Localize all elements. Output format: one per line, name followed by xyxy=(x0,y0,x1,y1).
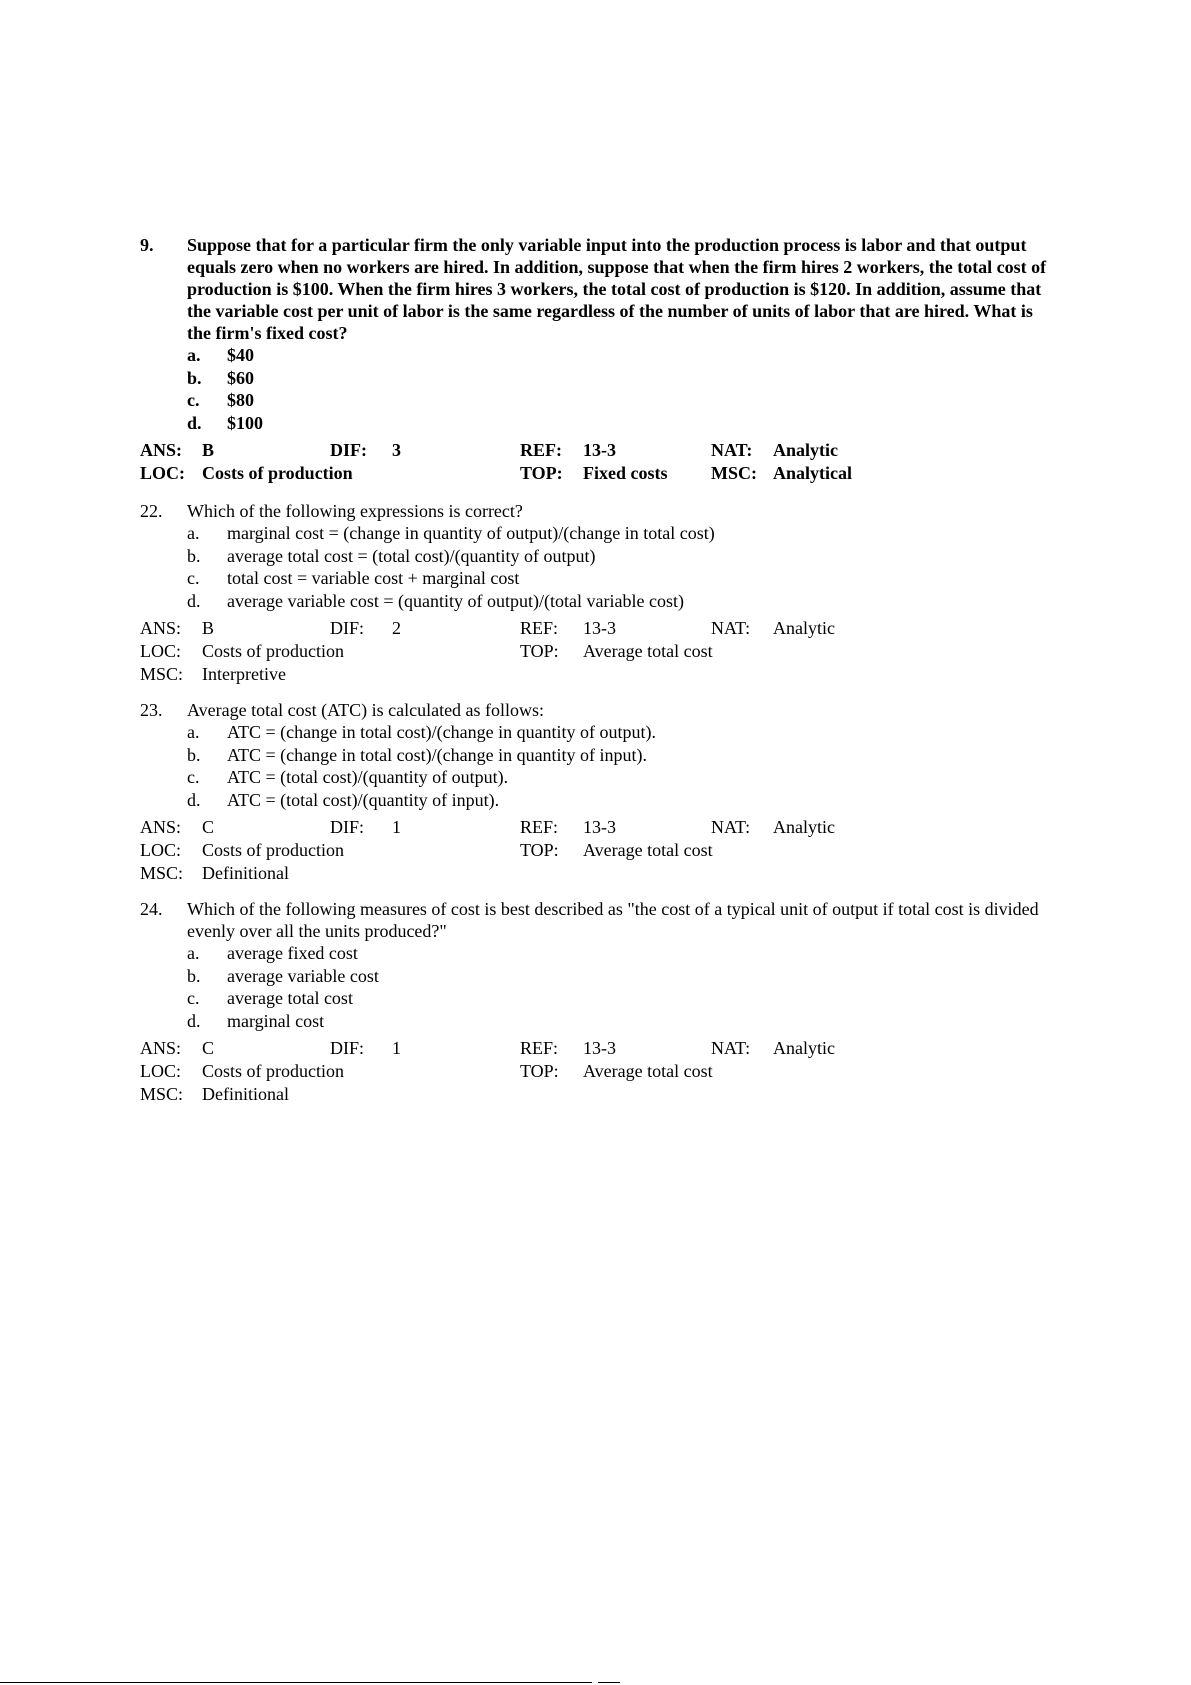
choice-b xyxy=(187,367,1060,390)
loc-value: Costs of production xyxy=(202,463,353,483)
choice-text: average total cost = (total cost)/(quantity of output) xyxy=(227,545,596,566)
choice-c xyxy=(187,567,1060,590)
choice-c xyxy=(187,987,1060,1010)
choice-letter: d. xyxy=(187,1010,201,1031)
question-22 xyxy=(140,500,1060,686)
nat-value: Analytic xyxy=(773,817,835,837)
choice-c xyxy=(187,389,1060,412)
choice-d xyxy=(187,590,1060,613)
top-value: Average total cost xyxy=(583,840,713,860)
choice-b xyxy=(187,545,1060,568)
choice-text: marginal cost xyxy=(227,1010,325,1031)
top-value: Average total cost xyxy=(583,641,713,661)
choice-letter: a. xyxy=(187,523,200,543)
ref-value: 13-3 xyxy=(583,817,616,837)
meta-row xyxy=(140,1083,1060,1106)
choice-letter: a. xyxy=(187,943,200,963)
choice-text: ATC = (total cost)/(quantity of output). xyxy=(227,767,509,787)
dif-label: DIF: xyxy=(330,1038,365,1058)
question-metadata xyxy=(140,1037,1060,1106)
answer-choices xyxy=(187,721,1060,811)
meta-row xyxy=(140,462,1060,485)
ans-value: B xyxy=(202,440,215,460)
choice-text: $40 xyxy=(227,345,254,365)
ref-label: REF: xyxy=(520,817,559,837)
msc-value: Interpretive xyxy=(202,664,286,684)
dif-value: 1 xyxy=(392,817,401,837)
dif-label: DIF: xyxy=(330,440,367,460)
choice-letter: d. xyxy=(187,789,201,810)
ref-label: REF: xyxy=(520,1038,559,1058)
meta-row xyxy=(140,1037,1060,1060)
choice-letter: c. xyxy=(187,568,200,588)
dif-label: DIF: xyxy=(330,817,365,837)
choice-letter: c. xyxy=(187,988,200,1008)
choice-text: average fixed cost xyxy=(227,943,358,963)
question-23 xyxy=(140,699,1060,885)
answer-choices xyxy=(187,942,1060,1032)
ans-value: C xyxy=(202,817,215,837)
msc-value: Definitional xyxy=(202,863,289,883)
nat-label: NAT: xyxy=(711,817,751,837)
nat-value: Analytic xyxy=(773,1038,835,1058)
question-text: Which of the following expressions is correct? xyxy=(187,501,523,521)
choice-a xyxy=(187,721,1060,744)
meta-row xyxy=(140,839,1060,862)
choice-letter: b. xyxy=(187,965,201,986)
question-metadata xyxy=(140,816,1060,885)
meta-row xyxy=(140,640,1060,663)
top-label: TOP: xyxy=(520,840,559,860)
top-label: TOP: xyxy=(520,641,559,661)
choice-b xyxy=(187,965,1060,988)
dif-label: DIF: xyxy=(330,618,365,638)
nat-label: NAT: xyxy=(711,1038,751,1058)
question-number: 9. xyxy=(140,235,154,255)
footer-rule xyxy=(0,1682,592,1683)
meta-row xyxy=(140,1060,1060,1083)
meta-row xyxy=(140,816,1060,839)
top-label: TOP: xyxy=(520,463,563,483)
choice-a xyxy=(187,522,1060,545)
ans-label: ANS: xyxy=(140,1038,182,1058)
nat-value: Analytic xyxy=(773,440,838,460)
loc-label: LOC: xyxy=(140,463,185,483)
nat-label: NAT: xyxy=(711,440,753,460)
msc-label: MSC: xyxy=(711,463,757,483)
choice-text: marginal cost = (change in quantity of output)/(change in total cost) xyxy=(227,523,715,543)
choice-d xyxy=(187,1010,1060,1033)
ref-value: 13-3 xyxy=(583,618,616,638)
choice-text: $100 xyxy=(227,412,263,433)
msc-label: MSC: xyxy=(140,863,184,883)
choice-letter: b. xyxy=(187,545,201,566)
nat-label: NAT: xyxy=(711,618,751,638)
ans-value: C xyxy=(202,1038,215,1058)
question-number: 24. xyxy=(140,899,163,919)
dif-value: 1 xyxy=(392,1038,401,1058)
question-metadata xyxy=(140,617,1060,686)
choice-text: ATC = (change in total cost)/(change in quantity of input). xyxy=(227,744,648,765)
choice-d xyxy=(187,789,1060,812)
nat-value: Analytic xyxy=(773,618,835,638)
choice-a xyxy=(187,942,1060,965)
loc-value: Costs of production xyxy=(202,641,344,661)
ans-label: ANS: xyxy=(140,440,183,460)
question-number: 23. xyxy=(140,700,163,720)
meta-row xyxy=(140,617,1060,640)
msc-value: Definitional xyxy=(202,1084,289,1104)
choice-letter: b. xyxy=(187,367,202,388)
msc-value: Analytical xyxy=(773,463,852,483)
choice-letter: c. xyxy=(187,767,200,787)
msc-label: MSC: xyxy=(140,1084,184,1104)
choice-text: ATC = (change in total cost)/(change in quantity of output). xyxy=(227,722,657,742)
choice-b xyxy=(187,744,1060,767)
footer-rule-mark xyxy=(598,1682,620,1683)
ref-value: 13-3 xyxy=(583,440,616,460)
choice-text: average variable cost xyxy=(227,965,379,986)
meta-row xyxy=(140,862,1060,885)
choice-c xyxy=(187,766,1060,789)
meta-row xyxy=(140,439,1060,462)
choice-text: ATC = (total cost)/(quantity of input). xyxy=(227,789,500,810)
ref-value: 13-3 xyxy=(583,1038,616,1058)
dif-value: 2 xyxy=(392,618,401,638)
question-24 xyxy=(140,898,1060,1106)
loc-label: LOC: xyxy=(140,641,182,661)
loc-label: LOC: xyxy=(140,840,182,860)
choice-text: average total cost xyxy=(227,988,353,1008)
top-value: Average total cost xyxy=(583,1061,713,1081)
question-9 xyxy=(140,234,1060,485)
ans-label: ANS: xyxy=(140,817,182,837)
choice-letter: b. xyxy=(187,744,201,765)
top-label: TOP: xyxy=(520,1061,559,1081)
choice-letter: d. xyxy=(187,590,201,611)
choice-text: $60 xyxy=(227,367,254,388)
msc-label: MSC: xyxy=(140,664,184,684)
question-text: Suppose that for a particular firm the only variable input into the production process is labor and that output equals zero when no workers are hired. In addition, suppose that when the firm hires 2 workers, the total cost of production is $100. When the firm hires 3 workers, the total cost of production is $120. In addition, assume that the variable cost per unit of labor is the same regardless of the number of units of labor that are hired. What is the firm's fixed cost? xyxy=(187,235,1047,343)
loc-value: Costs of production xyxy=(202,1061,344,1081)
ans-value: B xyxy=(202,618,215,638)
ref-label: REF: xyxy=(520,618,559,638)
dif-value: 3 xyxy=(392,440,401,460)
answer-choices xyxy=(187,344,1060,434)
question-metadata xyxy=(140,439,1060,485)
question-text: Average total cost (ATC) is calculated as follows: xyxy=(187,700,545,720)
choice-d xyxy=(187,412,1060,435)
choice-text: total cost = variable cost + marginal cost xyxy=(227,568,520,588)
loc-value: Costs of production xyxy=(202,840,344,860)
choice-text: $80 xyxy=(227,390,254,410)
question-number: 22. xyxy=(140,501,163,521)
choice-letter: a. xyxy=(187,722,200,742)
top-value: Fixed costs xyxy=(583,463,668,483)
choice-letter: d. xyxy=(187,412,202,433)
ref-label: REF: xyxy=(520,440,562,460)
choice-letter: c. xyxy=(187,390,200,410)
ans-label: ANS: xyxy=(140,618,182,638)
choice-text: average variable cost = (quantity of output)/(total variable cost) xyxy=(227,590,684,611)
choice-letter: a. xyxy=(187,345,201,365)
question-text: Which of the following measures of cost is best described as "the cost of a typical unit of output if total cost is divided evenly over all the units produced?" xyxy=(187,899,1039,941)
choice-a xyxy=(187,344,1060,367)
meta-row xyxy=(140,663,1060,686)
answer-choices xyxy=(187,522,1060,612)
loc-label: LOC: xyxy=(140,1061,182,1081)
